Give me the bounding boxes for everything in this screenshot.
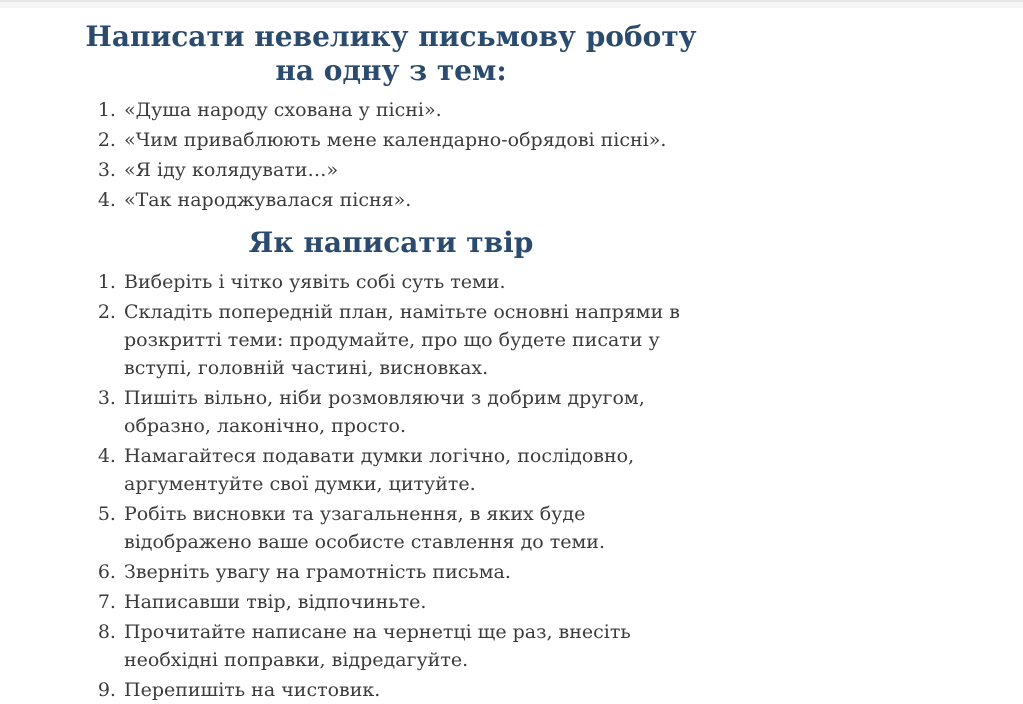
page-title-line1: Написати невелику письмову роботу xyxy=(85,20,697,53)
topics-list-item: 3. «Я іду колядувати…» xyxy=(122,156,697,184)
page-title xyxy=(85,20,697,88)
howto-list-item: 3. Пишіть вільно, ніби розмовляючи з добрим другом, образно, лаконічно, просто. xyxy=(122,384,697,440)
top-strip xyxy=(0,0,1023,8)
section-subtitle: Як написати твір xyxy=(248,226,534,259)
howto-list-item: 2. Складіть попередній план, намітьте основні напрями в розкритті теми: продумайте, про що будете писати у вступі, головній частині, висновках. xyxy=(122,298,697,382)
topics-list-item: 1. «Душа народу схована у пісні». xyxy=(122,96,697,124)
howto-list-item: 8. Прочитайте написане на чернетці ще раз, внесіть необхідні поправки, відредагуйте. xyxy=(122,618,697,674)
howto-list-item: 6. Зверніть увагу на грамотність письма. xyxy=(122,558,697,586)
howto-list-item: 7. Написавши твір, відпочиньте. xyxy=(122,588,697,616)
topics-list-item: 4. «Так народжувалася пісня». xyxy=(122,186,697,214)
article-content xyxy=(85,20,697,704)
howto-list-item: 4. Намагайтеся подавати думки логічно, послідовно, аргументуйте свої думки, цитуйте. xyxy=(122,442,697,498)
howto-list-item: 1. Виберіть і чітко уявіть собі суть теми. xyxy=(122,268,697,296)
page-title-line2: на одну з тем: xyxy=(275,54,507,87)
topics-list-item: 2. «Чим приваблюють мене календарно-обрядові пісні». xyxy=(122,126,697,154)
howto-list xyxy=(85,268,697,704)
topics-list xyxy=(85,96,697,214)
howto-list-item: 9. Перепишіть на чистовик. xyxy=(122,676,697,704)
howto-list-item: 5. Робіть висновки та узагальнення, в яких буде відображено ваше особисте ставлення до теми. xyxy=(122,500,697,556)
